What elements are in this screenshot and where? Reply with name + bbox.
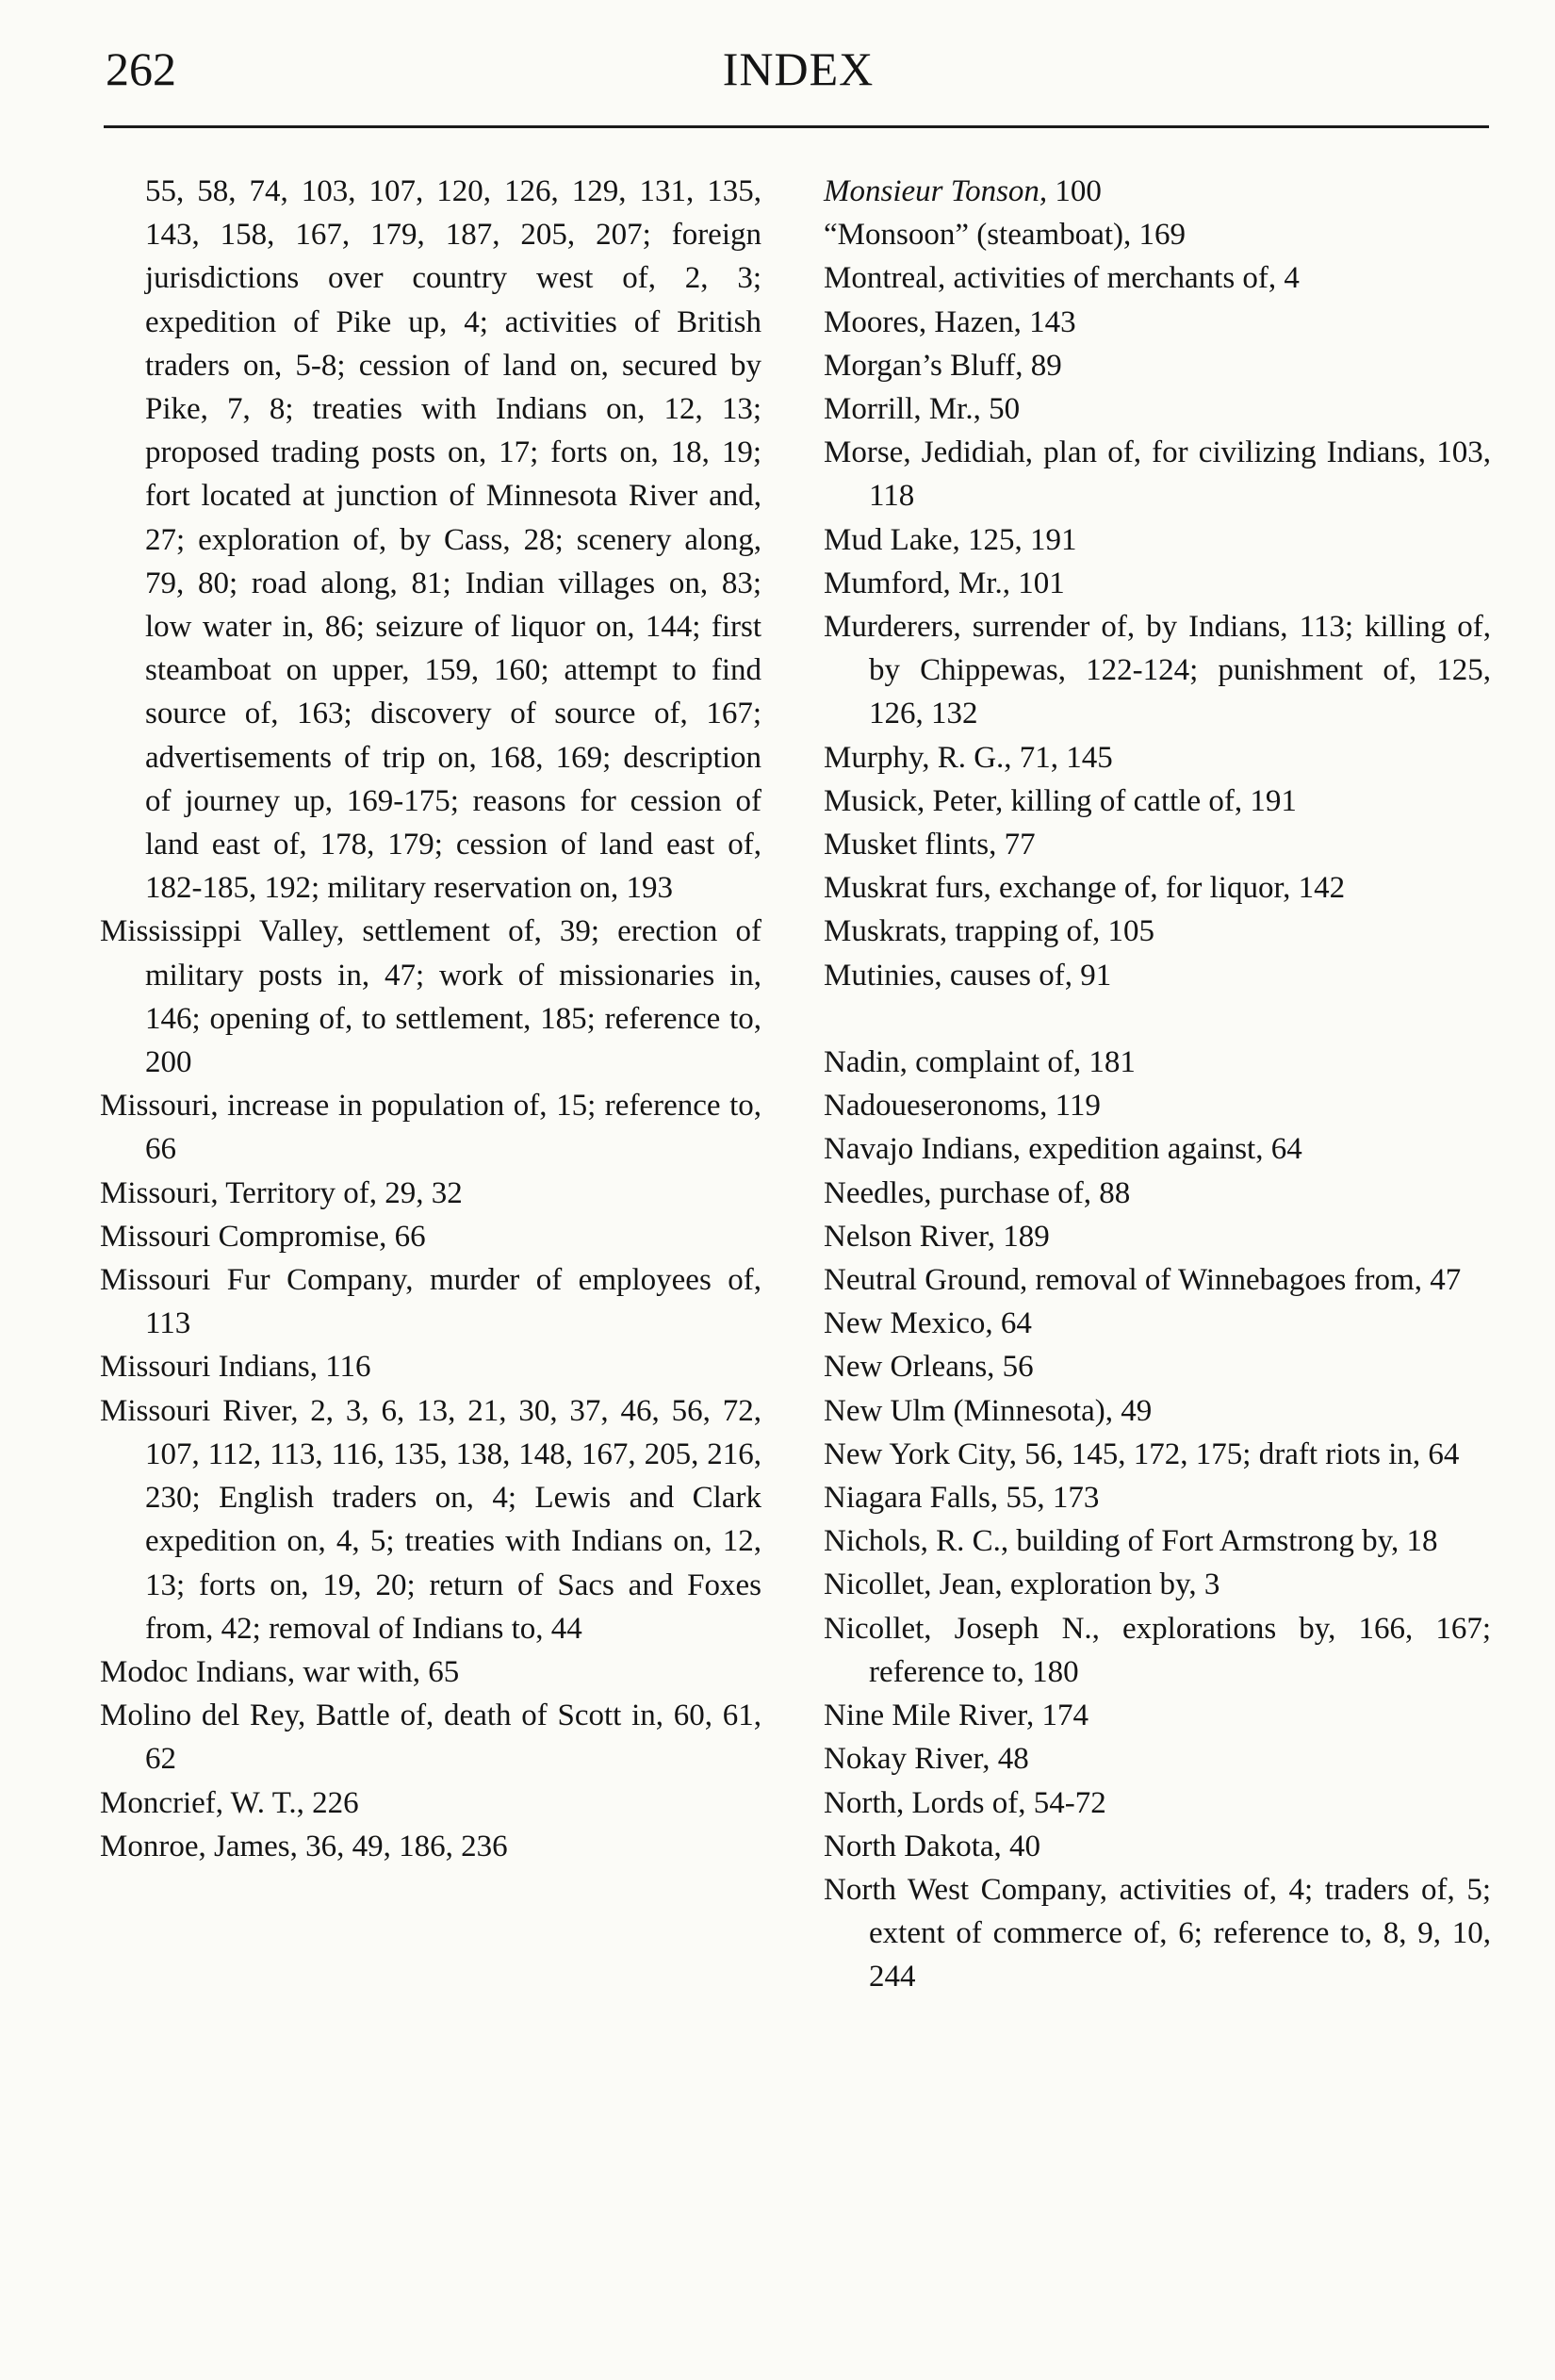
index-entry: Nicollet, Jean, exploration by, 3 (824, 1568, 1220, 1602)
index-entry: New Orleans, 56 (824, 1350, 1034, 1385)
index-column-right (824, 170, 1491, 1999)
index-entry: North, Lords of, 54-72 (824, 1785, 1106, 1820)
index-entry: Missouri Fur Company, murder of employees of, 113 (100, 1263, 761, 1341)
index-entry: Nichols, R. C., building of Fort Armstrong by, 18 (824, 1524, 1438, 1559)
index-entry: Murphy, R. G., 71, 145 (824, 740, 1113, 775)
index-entry: Navajo Indians, expedition against, 64 (824, 1132, 1302, 1167)
index-entry-pages: 100 (1047, 174, 1102, 208)
index-entry: “Monsoon” (steamboat), 169 (824, 218, 1186, 253)
index-entry: Mississippi Valley, settlement of, 39; erection of military posts in, 47; work of missionaries in, 146; opening of, to settlement, 185; reference to, 200 (100, 914, 761, 1080)
index-entry: Mud Lake, 125, 191 (824, 522, 1077, 557)
header-rule (104, 125, 1489, 128)
index-entry: Monroe, James, 36, 49, 186, 236 (100, 1829, 508, 1863)
index-entry: New York City, 56, 145, 172, 175; draft riots in, 64 (824, 1436, 1460, 1471)
index-entry-italic-title: Monsieur Tonson, (824, 174, 1048, 208)
index-entry: Nine Mile River, 174 (824, 1699, 1088, 1733)
index-entry: Nokay River, 48 (824, 1742, 1029, 1777)
index-entry (824, 170, 1491, 213)
index-entry: Missouri, increase in population of, 15; reference to, 66 (100, 1089, 761, 1167)
index-entry: Missouri Indians, 116 (100, 1350, 371, 1385)
index-entry: Missouri Compromise, 66 (100, 1219, 426, 1254)
index-entry: New Mexico, 64 (824, 1306, 1032, 1341)
index-entry: Neutral Ground, removal of Winnebagoes from, 47 (824, 1263, 1462, 1298)
index-entry: Morgan’s Bluff, 89 (824, 348, 1062, 383)
index-entry: Niagara Falls, 55, 173 (824, 1481, 1100, 1516)
index-entry: North Dakota, 40 (824, 1829, 1041, 1863)
page-number: 262 (106, 42, 176, 95)
index-entry: Musick, Peter, killing of cattle of, 191 (824, 783, 1297, 818)
index-entry: Montreal, activities of merchants of, 4 (824, 261, 1300, 296)
letter-section-gap (824, 997, 1491, 1041)
index-entry: Nicollet, Joseph N., explorations by, 166, 167; reference to, 180 (824, 1611, 1491, 1689)
index-entry: Missouri, Territory of, 29, 32 (100, 1175, 463, 1210)
index-entry: Nadin, complaint of, 181 (824, 1045, 1136, 1080)
index-entry: Missouri River, 2, 3, 6, 13, 21, 30, 37, 46, 56, 72, 107, 112, 113, 116, 135, 138, 148, 167, 205, 216, 230; English traders on, 4; Lewis and Clark expedition on, 4, 5; treaties with Indians on, 12, 13; forts on, 19, 20; return of Sacs and Foxes from, 42; removal of Indians to, 44 (100, 1393, 761, 1646)
index-entry-continued: 55, 58, 74, 103, 107, 120, 126, 129, 131, 135, 143, 158, 167, 179, 187, 205, 207; foreign jurisdictions over country west of, 2, 3; expedition of Pike up, 4; activities of British traders on, 5-8; cession of land on, secured by Pike, 7, 8; treaties with Indians on, 12, 13; proposed trading posts on, 17; forts on, 18, 19; fort located at junction of Minnesota River and, 27; exploration of, by Cass, 28; scenery along, 79, 80; road along, 81; Indian villages on, 83; low water in, 86; seizure of liquor on, 144; first steamboat on upper, 159, 160; attempt to find source of, 163; discovery of source of, 167; advertisements of trip on, 168, 169; description of journey up, 169-175; reasons for cession of land east of, 178, 179; cession of land east of, 182-185, 192; military reservation on, 193 (145, 174, 761, 906)
index-entry: Musket flints, 77 (824, 828, 1036, 862)
index-entry: Moores, Hazen, 143 (824, 304, 1076, 339)
index-entry: Modoc Indians, war with, 65 (100, 1654, 460, 1689)
index-entry: Muskrats, trapping of, 105 (824, 914, 1155, 949)
index-entry: Moncrief, W. T., 226 (100, 1785, 359, 1820)
index-entry: North West Company, activities of, 4; traders of, 5; extent of commerce of, 6; reference to, 8, 9, 10, 244 (824, 1872, 1491, 1994)
index-entry: Muskrat furs, exchange of, for liquor, 142 (824, 871, 1346, 906)
index-entry: Molino del Rey, Battle of, death of Scott in, 60, 61, 62 (100, 1699, 761, 1777)
index-entry: Nelson River, 189 (824, 1219, 1050, 1254)
index-entry: Nadoueseronoms, 119 (824, 1089, 1101, 1124)
index-entry: Morse, Jedidiah, plan of, for civilizing Indians, 103, 118 (824, 435, 1491, 514)
index-column-left (100, 170, 761, 1868)
page-title: INDEX (722, 42, 875, 95)
page-header (106, 36, 1491, 102)
index-entry: Needles, purchase of, 88 (824, 1175, 1131, 1210)
index-entry: Mutinies, causes of, 91 (824, 958, 1112, 993)
index-entry: Morrill, Mr., 50 (824, 392, 1021, 427)
index-entry: New Ulm (Minnesota), 49 (824, 1393, 1153, 1428)
index-entry: Murderers, surrender of, by Indians, 113; killing of, by Chippewas, 122-124; punishment of, 125, 126, 132 (824, 610, 1491, 731)
index-entry: Mumford, Mr., 101 (824, 566, 1065, 600)
